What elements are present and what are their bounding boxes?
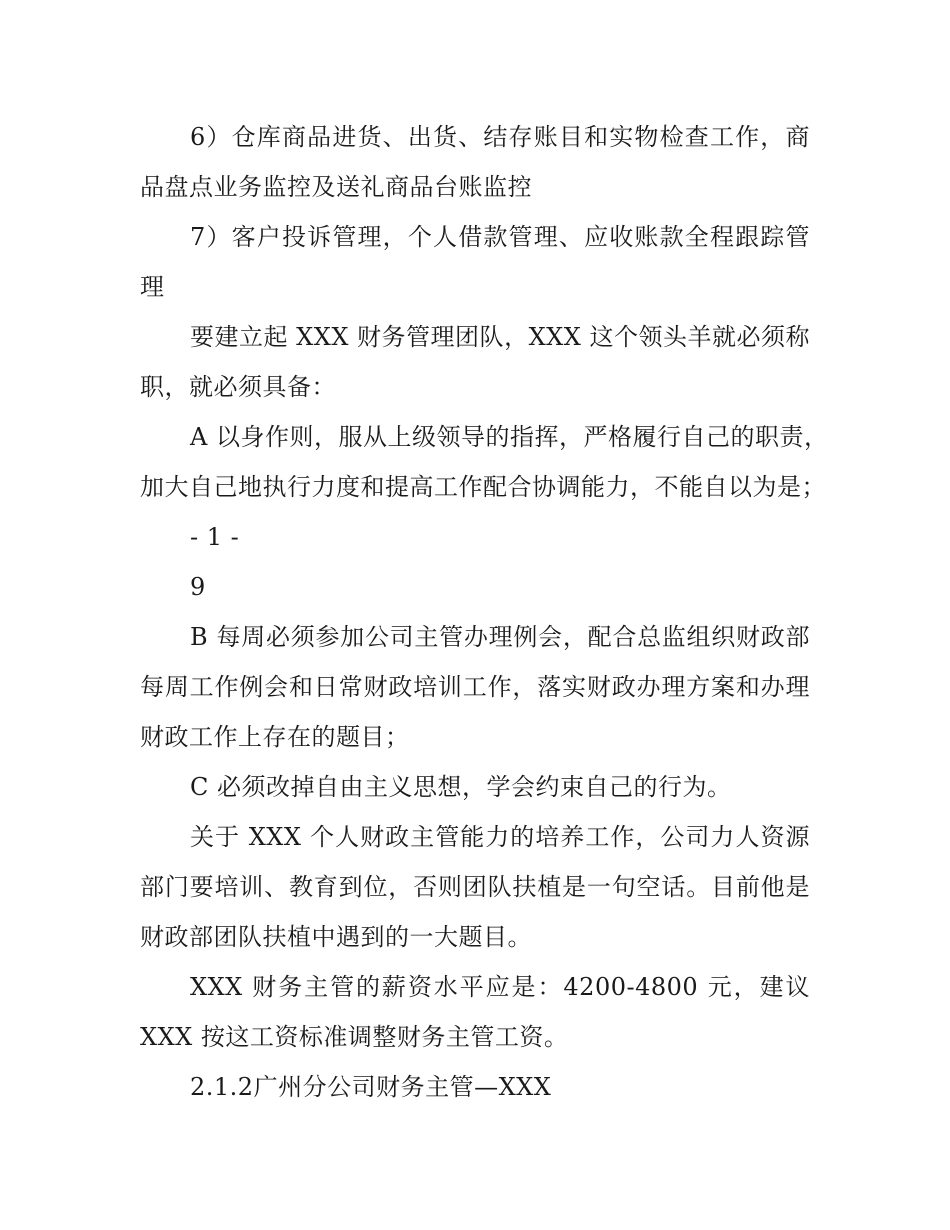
paragraph-line: 关于 XXX 个人财政主管能力的培养工作，公司力人资源 xyxy=(190,823,810,851)
section-heading: 2.1.2广州分公司财务主管—XXX xyxy=(190,1073,552,1101)
paragraph-line: 理 xyxy=(140,273,165,301)
page-marker: 9 xyxy=(190,573,206,601)
paragraph-line: 每周工作例会和日常财政培训工作，落实财政办理方案和办理 xyxy=(140,673,810,701)
paragraph-line: 部门要培训、教育到位，否则团队扶植是一句空话。目前他是 xyxy=(140,873,810,901)
paragraph-line: 职，就必须具备： xyxy=(140,373,336,401)
page-number: - 1 - xyxy=(190,523,240,551)
paragraph-line: 要建立起 XXX 财务管理团队，XXX 这个领头羊就必须称 xyxy=(190,323,810,351)
paragraph-line: 7）客户投诉管理，个人借款管理、应收账款全程跟踪管 xyxy=(190,223,810,251)
paragraph-line: 财政工作上存在的题目； xyxy=(140,723,410,751)
paragraph-line: 财政部团队扶植中遇到的一大题目。 xyxy=(140,923,532,951)
paragraph-line: 6）仓库商品进货、出货、结存账目和实物检查工作，商 xyxy=(190,123,810,151)
paragraph-line: XXX 按这工资标准调整财务主管工资。 xyxy=(140,1023,569,1051)
paragraph-line: 加大自己地执行力度和提高工作配合协调能力，不能自以为是； xyxy=(140,473,826,501)
paragraph-line: A 以身作则，服从上级领导的指挥，严格履行自己的职责， xyxy=(190,423,829,451)
paragraph-line: 品盘点业务监控及送礼商品台账监控 xyxy=(140,173,532,201)
paragraph-line: C 必须改掉自由主义思想，学会约束自己的行为。 xyxy=(190,773,732,801)
paragraph-line: XXX 财务主管的薪资水平应是：4200-4800 元，建议 xyxy=(190,973,810,1001)
paragraph-line: B 每周必须参加公司主管办理例会，配合总监组织财政部 xyxy=(190,623,810,651)
